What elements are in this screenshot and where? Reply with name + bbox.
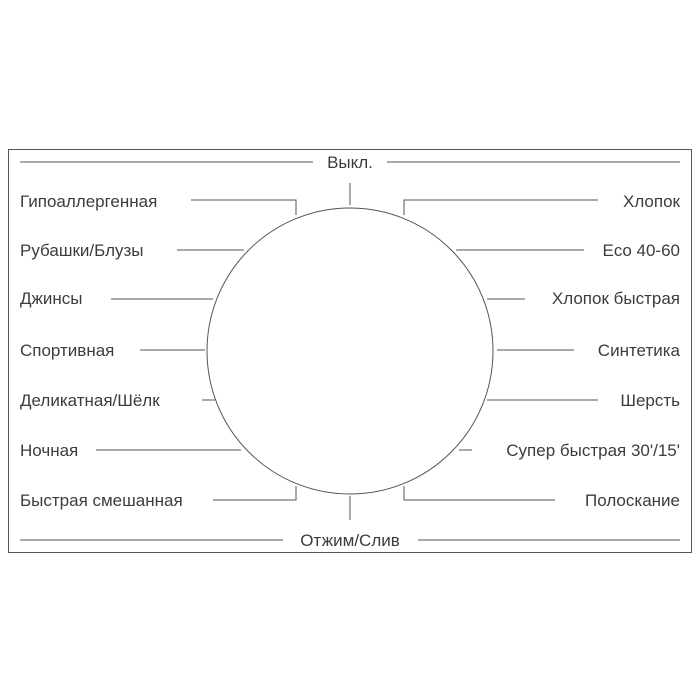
program-label-right[interactable]: Хлопок — [622, 192, 680, 211]
program-label-right[interactable]: Супер быстрая 30'/15' — [506, 441, 680, 460]
program-label-left[interactable]: Рубашки/Блузы — [20, 241, 144, 260]
program-dial-knob[interactable] — [207, 208, 493, 494]
program-label-right[interactable]: Eco 40-60 — [602, 241, 680, 260]
program-label-spin-drain[interactable]: Отжим/Слив — [300, 531, 400, 550]
leader-line — [191, 200, 296, 215]
program-label-left[interactable]: Джинсы — [20, 289, 83, 308]
program-label-right[interactable]: Полоскание — [585, 491, 680, 510]
leader-line — [404, 486, 555, 500]
program-label-left[interactable]: Спортивная — [20, 341, 115, 360]
program-label-right[interactable]: Шерсть — [620, 391, 680, 410]
program-label-left[interactable]: Гипоаллергенная — [20, 192, 158, 211]
leader-line — [213, 486, 296, 500]
program-label-left[interactable]: Быстрая смешанная — [20, 491, 183, 510]
program-label-right[interactable]: Хлопок быстрая — [551, 289, 680, 308]
program-label-off[interactable]: Выкл. — [327, 153, 373, 172]
program-label-left[interactable]: Ночная — [20, 441, 79, 460]
program-label-right[interactable]: Синтетика — [597, 341, 680, 360]
program-label-left[interactable]: Деликатная/Шёлк — [20, 391, 160, 410]
leader-line — [404, 200, 598, 215]
